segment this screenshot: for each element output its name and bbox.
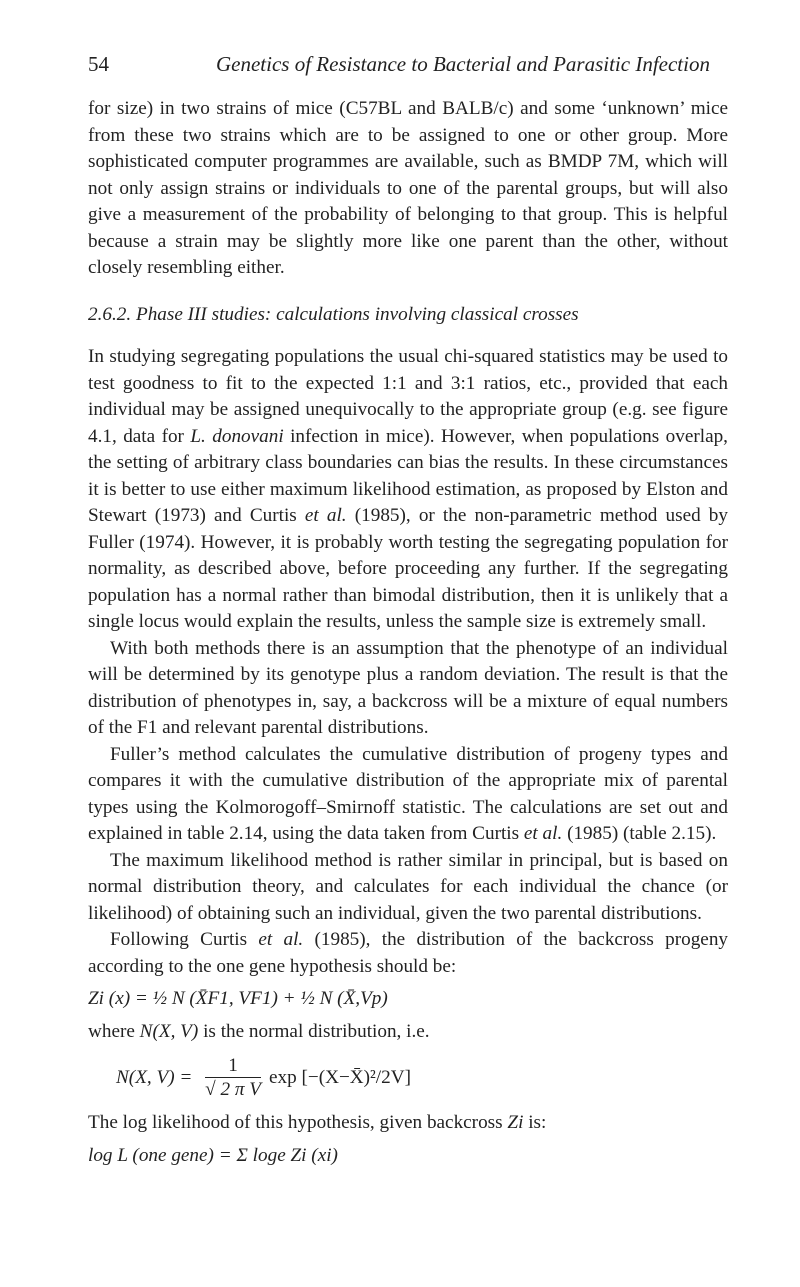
paragraph-4: Fuller’s method calculates the cumulative distribution of progeny types and compares it with the cumulative distribution of the appropriate mix of parental types using the Kolmorogoff–Smirnoff statistic. The calculations are set out and explained in table 2.14, using the data taken from Curtis et al. (1985) (table 2.15). [88,743,728,844]
fraction: $\frac{1}{\text{√ 2 π V}}$ [205,1055,262,1100]
page-header [88,52,728,80]
equation-normal-distribution: N(X, V) = $\frac{1}{\text{√ 2 π V}}$ exp [−(X−X̄)²/2V] [116,1055,411,1100]
paragraph-1: for size) in two strains of mice (C57BL and BALB/c) and some ‘unknown’ mice from these two strains which are to be assigned to one or other group. More sophisticated computer programmes are available, such as BMDP 7M, which will not only assign strains or individuals to one of the parental groups, but will also give a measurement of the probability of belonging to that group. This is helpful because a strain may be slightly more like one parent than the other, without closely resembling either. [88,98,728,278]
body-text [88,96,728,1175]
paragraph-5: The maximum likelihood method is rather similar in principal, but is based on normal distribution theory, and calculates for each individual the chance (or likelihood) of obtaining such an individual, given the two parental distributions. [88,849,728,924]
paragraph-2: In studying segregating populations the usual chi-squared statistics may be used to test goodness to fit to the expected 1:1 and 3:1 ratios, etc., provided that each individual may be assigned unequivocally to the appropriate group (e.g. see figure 4.1, data for L. donovani infection in mice). However, when populations overlap, the setting of arbitrary class boundaries can bias the results. In these circumstances it is better to use either maximum likelihood estimation, as proposed by Elston and Stewart (1973) and Curtis et al. (1985), or the non-parametric method used by Fuller (1974). However, it is probably worth testing the segregating population for normality, as described above, before proceeding any further. If the segregating population has a normal rather than bimodal distribution, then it is unlikely that a single locus would explain the results, unless the sample size is extremely small. [88,346,728,632]
equation-log-likelihood: log L (one gene) = Σ loge Zi (xi) [88,1144,338,1166]
equation-backcross-distribution: Zi (x) = ½ N (X̄F1, VF1) + ½ N (X̄,Vp) [88,988,388,1009]
paragraph-7: The log likelihood of this hypothesis, given backcross Zi is: [88,1112,547,1133]
paragraph-3: With both methods there is an assumption that the phenotype of an individual will be determined by its genotype plus a random deviation. The result is that the distribution of phenotypes in, say, a backcross will be a mixture of equal numbers of the F1 and relevant parental distributions. [88,637,728,738]
where-line: where N(X, V) is the normal distribution, i.e. [88,1020,430,1042]
page-number: 54 [88,52,109,76]
section-heading: 2.6.2. Phase III studies: calculations involving classical crosses [88,303,579,325]
running-title: Genetics of Resistance to Bacterial and Parasitic Infection [216,52,710,76]
paragraph-6: Following Curtis et al. (1985), the distribution of the backcross progeny according to the one gene hypothesis should be: [88,929,729,977]
